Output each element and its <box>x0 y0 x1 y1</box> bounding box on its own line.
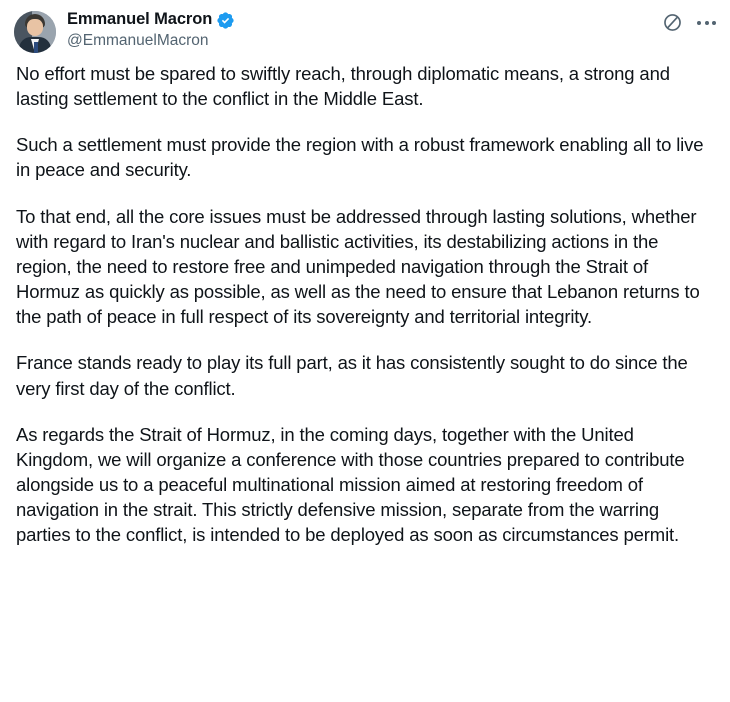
tweet-paragraph: To that end, all the core issues must be addressed through lasting solutions, whether with regard to Iran's nuclear and ballistic activities, its destabilizing actions in the region, the need to restore free and unimpeded navigation through the Strait of Hormuz as quickly as possible, as well as the need to ensure that Lebanon returns to the path of peace in full respect of its sovereignty and territorial integrity. <box>16 205 700 328</box>
author-display-name[interactable]: Emmanuel Macron <box>67 10 213 28</box>
tweet-text <box>14 61 716 548</box>
dot <box>697 21 701 25</box>
tweet-header-actions <box>662 10 716 33</box>
author-name-row <box>67 10 652 30</box>
tweet-paragraph: No effort must be spared to swiftly reach, through diplomatic means, a strong and lasting settlement to the conflict in the Middle East. <box>16 63 670 110</box>
tweet-paragraph: As regards the Strait of Hormuz, in the coming days, together with the United Kingdom, we will organize a conference with those countries prepared to contribute alongside us to a peaceful multinational mission aimed at restoring freedom of navigation in the strait. This strictly defensive mission, separate from the warring parties to the conflict, is intended to be deployed as soon as circumstances permit. <box>16 423 685 546</box>
avatar[interactable] <box>14 11 56 53</box>
verified-badge-icon <box>216 11 235 30</box>
avatar-tie <box>34 42 38 53</box>
author-handle[interactable]: @EmmanuelMacron <box>67 31 209 49</box>
author-info <box>67 10 652 50</box>
tweet-header <box>14 10 716 61</box>
grok-icon[interactable] <box>662 12 683 33</box>
dot <box>712 21 716 25</box>
more-options-icon[interactable] <box>697 21 716 25</box>
tweet-paragraph: Such a settlement must provide the region with a robust framework enabling all to live in peace and security. <box>16 134 704 181</box>
dot <box>705 21 709 25</box>
tweet-paragraph: France stands ready to play its full part, as it has consistently sought to do since the very first day of the conflict. <box>16 352 688 399</box>
avatar-face <box>27 19 43 36</box>
